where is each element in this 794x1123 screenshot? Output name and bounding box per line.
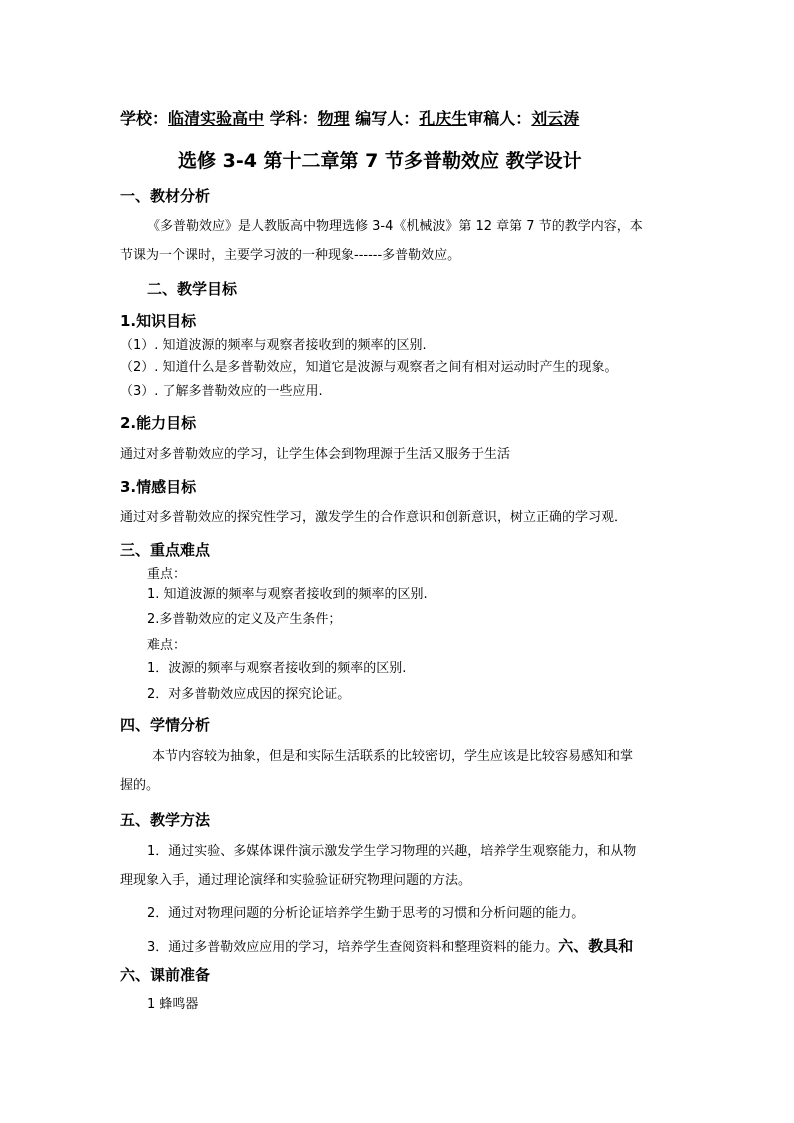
reviewer-label: 审稿人： (467, 109, 532, 128)
paragraph-line: 理现象入手，通过理论演绎和实验验证研究物理问题的方法。 (120, 873, 472, 888)
subheading-ability: 2.能力目标 (120, 414, 197, 432)
subject-value: 物理 (317, 109, 350, 128)
paragraph-line: 节课为一个课时，主要学习波的一种现象------多普勒效应。 (120, 248, 461, 263)
header-line (120, 108, 579, 130)
paragraph-line: 1．通过实验、多媒体课件演示激发学生学习物理的兴趣，培养学生观察能力，和从物 (147, 844, 637, 859)
school-value: 临清实验高中 (168, 109, 265, 128)
author-value: 孔庆生 (419, 109, 468, 128)
paragraph-line: 通过对多普勒效应的探究性学习，激发学生的合作意识和创新意识，树立正确的学习观． (120, 510, 628, 525)
list-item: 1．波源的频率与观察者接收到的频率的区别. (147, 661, 407, 676)
paragraph-line: 握的。 (120, 778, 160, 793)
subheading-emotion: 3.情感目标 (120, 478, 197, 496)
list-item: 1. 知道波源的频率与观察者接收到的频率的区别. (147, 587, 428, 602)
paragraph-line (147, 935, 633, 957)
section-heading-5: 五、教学方法 (120, 811, 211, 829)
author-label: 编写人： (355, 109, 420, 128)
list-item: 2．对多普勒效应成因的探究论证。 (147, 687, 351, 702)
list-item: （3）. 了解多普勒效应的一些应用. (120, 384, 323, 399)
reviewer-value: 刘云涛 (531, 109, 580, 128)
key-label: 重点： (147, 567, 187, 582)
list-item: 2.多普勒效应的定义及产生条件； (147, 612, 342, 627)
subject-label: 学科： (269, 109, 318, 128)
trailing-heading: 六、教具和 (558, 937, 634, 955)
list-item: （1）. 知道波源的频率与观察者接收到的频率的区别. (120, 338, 427, 353)
difficulty-label: 难点： (147, 638, 187, 653)
section-heading-3: 三、重点难点 (120, 541, 211, 559)
section-heading-4: 四、学情分析 (120, 716, 211, 734)
school-label: 学校： (120, 109, 169, 128)
paragraph-line: 《多普勒效应》是人教版高中物理选修 3-4《机械波》第 12 章第 7 节的教学内容，本 (147, 219, 643, 234)
paragraph-line: 本节内容较为抽象，但是和实际生活联系的比较密切，学生应该是比较容易感知和掌 (152, 749, 634, 764)
page-title: 选修 3-4 第十二章第 7 节多普勒效应 教学设计 (178, 150, 582, 172)
list-item: 1 蜂鸣器 (147, 997, 199, 1012)
subheading-knowledge: 1.知识目标 (120, 312, 197, 330)
paragraph-line: 2．通过对物理问题的分析论证培养学生勤于思考的习惯和分析问题的能力。 (147, 906, 585, 921)
item-text: 3．通过多普勒效应应用的学习，培养学生查阅资料和整理资料的能力。 (147, 940, 559, 955)
section-heading-2: 二、教学目标 (147, 280, 238, 298)
section-heading-6: 六、课前准备 (120, 966, 211, 984)
section-heading-1: 一、教材分析 (120, 187, 211, 205)
list-item: （2）. 知道什么是多普勒效应，知道它是波源与观察者之间有相对运动时产生的现象。 (120, 360, 618, 375)
paragraph-line: 通过对多普勒效应的学习，让学生体会到物理源于生活又服务于生活 (120, 447, 511, 462)
